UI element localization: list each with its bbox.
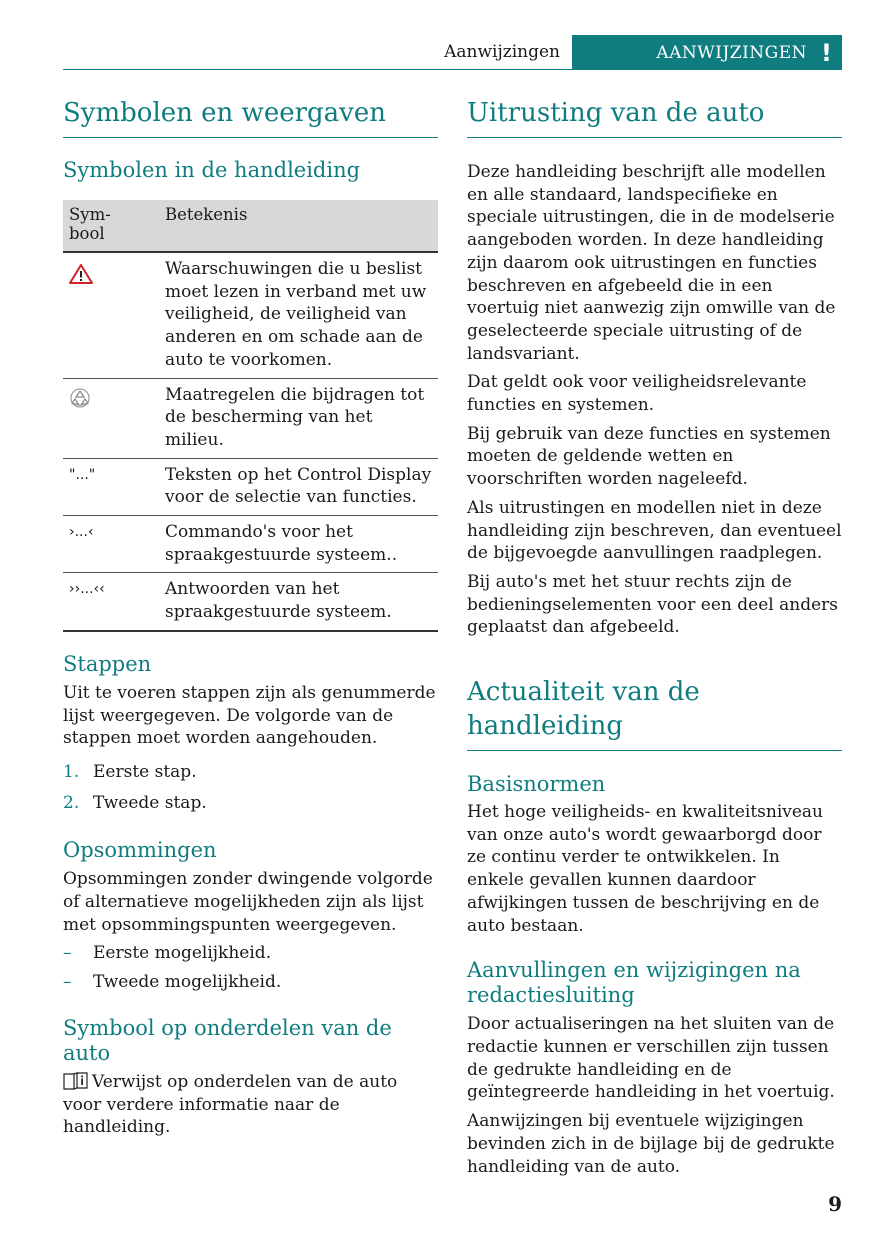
subheading-steps: Stappen xyxy=(63,651,152,676)
subheading-enumerations: Opsommingen xyxy=(63,838,217,863)
subheading-basics: Basisnormen xyxy=(467,772,606,797)
equipment-paragraph: Bij auto's met het stuur rechts zijn de bedieningselementen voor een deel anders geplaatst dan afgebeeld. xyxy=(467,571,838,638)
table-cell-symbol: ››...‹‹ xyxy=(63,573,155,631)
section-title-currency: Actualiteit van de handleiding xyxy=(467,675,842,751)
equipment-paragraph: Bij gebruik van deze functies en systemen moeten de geldende wetten en voorschriften worden nageleefd. xyxy=(467,423,831,490)
additions-paragraph: Aanwijzingen bij eventuele wijzigingen bevinden zich in de bijlage bij de gedrukte handleiding van de auto. xyxy=(467,1111,835,1177)
bullet-dash: – xyxy=(63,972,72,993)
manual-book-icon xyxy=(63,1072,88,1090)
subheading-component-symbol: Symbool op onderdelen van de auto xyxy=(63,1015,392,1065)
subheading-manual-symbols: Symbolen in de handleiding xyxy=(63,158,361,182)
component-symbol-text xyxy=(63,1071,438,1139)
additions-paragraph: Door actualiseringen na het sluiten van de redactie kunnen er verschillen zijn tussen de gedrukte handleiding en de geïntegreerde handleiding in het voertuig. xyxy=(467,1014,835,1103)
table-cell-meaning: Maatregelen die bijdragen tot de bescherming van het milieu. xyxy=(155,378,438,458)
steps-text: Uit te voeren stappen zijn als genummerde lijst weergegeven. De volgorde van de stappen moet worden aangehouden. xyxy=(63,682,436,749)
table-cell-meaning: Waarschuwingen die u beslist moet lezen in verband met uw veiligheid, de veiligheid van anderen en om schade aan de auto te voorkomen. xyxy=(165,259,427,370)
running-header-title: Aanwijzingen xyxy=(444,42,560,62)
basics-text: Het hoge veiligheids- en kwaliteitsniveau van onze auto's wordt gewaarborgd door ze continu verder te ontwikkelen. In enkele gevallen kunnen daardoor afwijkingen tussen de beschrijving en de auto bestaan. xyxy=(467,802,824,936)
table-cell-symbol: "..." xyxy=(63,458,155,515)
table-row xyxy=(63,458,438,515)
table-row xyxy=(63,516,438,573)
step-number: 2. xyxy=(63,792,80,813)
bullet-label: Tweede mogelijkheid. xyxy=(93,972,282,993)
chapter-band xyxy=(572,35,842,70)
component-symbol-description: Verwijst op onderdelen van de auto voor verdere informatie naar de handleiding. xyxy=(63,1071,398,1138)
section-title-symbols: Symbolen en weergaven xyxy=(63,96,438,138)
list-item xyxy=(63,761,438,784)
list-item xyxy=(63,971,438,994)
section-title-equipment: Uitrusting van de auto xyxy=(467,96,842,138)
equipment-paragraph: Als uitrustingen en modellen niet in deze handleiding zijn beschreven, dan eventueel de bijgevoegde aanvullingen raadplegen. xyxy=(467,497,842,564)
exclamation-icon: ! xyxy=(821,38,832,67)
warning-triangle-icon xyxy=(69,264,93,284)
step-number: 1. xyxy=(63,761,80,782)
right-column xyxy=(467,96,842,1178)
enumerations-text: Opsommingen zonder dwingende volgorde of alternatieve mogelijkheden zijn als lijst met opsommingspunten weergegeven. xyxy=(63,869,433,935)
step-label: Eerste stap. xyxy=(93,761,197,782)
page-number: 9 xyxy=(828,1192,842,1216)
subheading-additions: Aanvullingen en wijzigingen na redactiesluiting xyxy=(467,958,801,1008)
table-cell-meaning: Teksten op het Control Display voor de selectie van functies. xyxy=(155,458,438,515)
table-cell-meaning: Antwoorden van het spraakgestuurde systeem. xyxy=(155,573,438,631)
chapter-band-label: AANWIJZINGEN xyxy=(656,42,808,63)
list-item xyxy=(63,942,438,965)
table-row xyxy=(63,573,438,631)
step-label: Tweede stap. xyxy=(93,792,207,813)
bullet-dash: – xyxy=(63,943,72,964)
table-cell-meaning: Commando's voor het spraakgestuurde systeem.. xyxy=(155,516,438,573)
recycle-icon xyxy=(69,387,91,409)
bullet-label: Eerste mogelijkheid. xyxy=(93,943,272,964)
left-column xyxy=(63,96,438,1139)
table-row xyxy=(63,378,438,458)
table-row xyxy=(63,252,438,378)
symbols-table xyxy=(63,200,438,632)
equipment-paragraph: Dat geldt ook voor veiligheidsrelevante functies en systemen. xyxy=(467,372,807,416)
table-header-symbol: Sym- bool xyxy=(63,200,155,252)
list-item xyxy=(63,792,438,815)
equipment-paragraph: Deze handleiding beschrijft alle modellen en alle standaard, landspecifieke en speciale uitrustingen, die in de modelserie aangeboden worden. In deze handleiding zijn daarom ook uitrustingen en functies beschreven en afgebeeld die in een voertuig niet aanwezig zijn omwille van de geselecteerde speciale uitrusting of de landsvariant. xyxy=(467,162,836,364)
table-cell-symbol: ›...‹ xyxy=(63,516,155,573)
header-rule xyxy=(63,69,572,70)
table-header-meaning: Betekenis xyxy=(155,200,438,252)
